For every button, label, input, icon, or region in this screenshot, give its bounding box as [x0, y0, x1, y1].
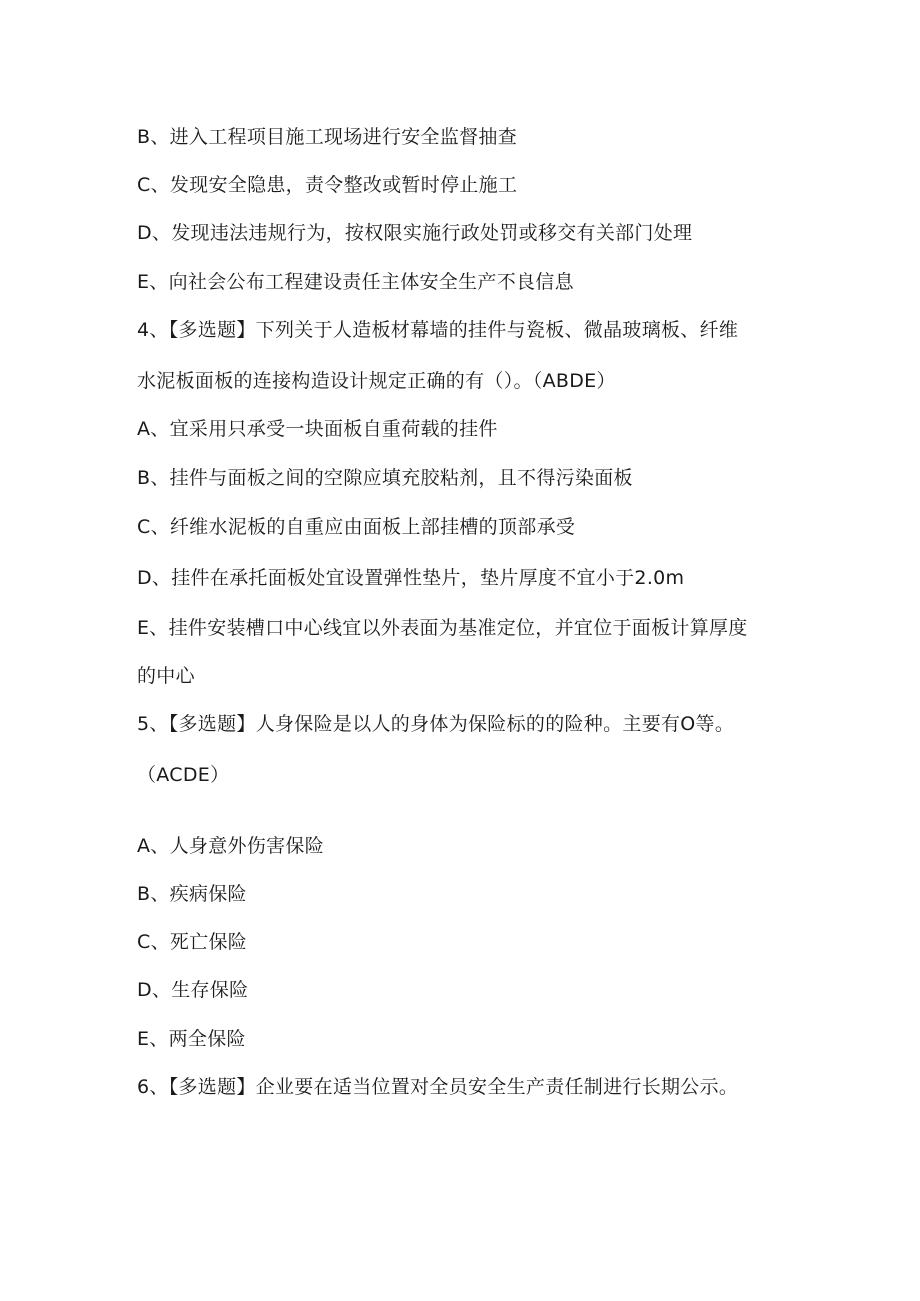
q5-option-a: A、人身意外伤害保险	[137, 835, 324, 857]
question-5-line-1: 5、【多选题】人身保险是以人的身体为保险标的的险种。主要有O等。	[137, 713, 735, 735]
option-d-line: D、发现违法违规行为，按权限实施行政处罚或移交有关部门处理	[137, 222, 693, 244]
q5-option-b: B、疾病保险	[137, 883, 247, 905]
q4-option-b: B、挂件与面板之间的空隙应填充胶粘剂，且不得污染面板	[137, 467, 633, 489]
q4-option-a: A、宜采用只承受一块面板自重荷载的挂件	[137, 418, 498, 440]
q4-option-d: D、挂件在承托面板处宜设置弹性垫片，垫片厚度不宜小于2.0m	[137, 567, 685, 589]
option-c-line: C、发现安全隐患，责令整改或暂时停止施工	[137, 174, 518, 196]
q4-option-c: C、纤维水泥板的自重应由面板上部挂槽的顶部承受	[137, 516, 576, 538]
q5-option-c: C、死亡保险	[137, 931, 248, 953]
question-4-line-1: 4、【多选题】下列关于人造板材幕墙的挂件与瓷板、微晶玻璃板、纤维	[137, 319, 739, 341]
q4-option-e-line-1: E、挂件安装槽口中心线宜以外表面为基准定位，并宜位于面板计算厚度	[137, 617, 748, 639]
option-e-line: E、向社会公布工程建设责任主体安全生产不良信息	[137, 271, 574, 293]
q5-option-e: E、两全保险	[137, 1028, 246, 1050]
q5-option-d: D、生存保险	[137, 979, 249, 1001]
question-5-answer: （ACDE）	[137, 764, 230, 786]
question-4-line-2: 水泥板面板的连接构造设计规定正确的有（）。（ABDE）	[137, 370, 616, 392]
question-6-line-1: 6、【多选题】企业要在适当位置对全员安全生产责任制进行长期公示。	[137, 1076, 739, 1098]
q4-option-e-line-2: 的中心	[137, 665, 195, 687]
option-b-line: B、进入工程项目施工现场进行安全监督抽查	[137, 126, 518, 148]
